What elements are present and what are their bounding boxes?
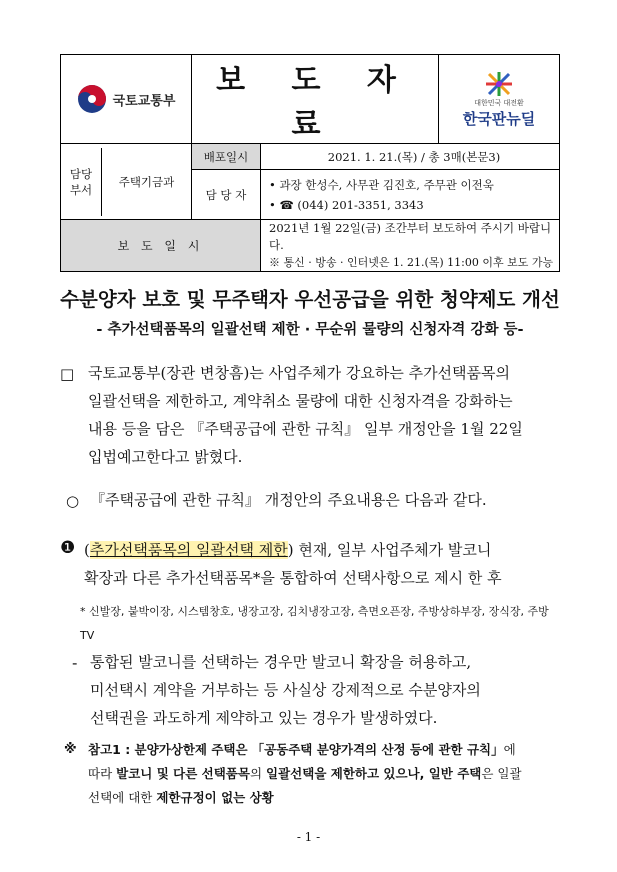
- contact-label: 담 당 자: [192, 170, 261, 220]
- page-number: - 1 -: [296, 830, 321, 844]
- item-number-1: ❶: [60, 538, 76, 558]
- dash-paragraph: [90, 648, 560, 732]
- ref-note-line-2: [88, 762, 560, 786]
- dist-date-value: 2021. 1. 21.(목) / 총 3매(본문3): [261, 144, 560, 170]
- dist-date-label: 배포일시: [192, 144, 261, 170]
- ref-note-line-3: [88, 786, 560, 810]
- item-1-paren: (: [84, 541, 90, 559]
- new-deal-tagline: 대한민국 대전환: [474, 98, 524, 107]
- new-deal-logo-cell: [439, 55, 560, 144]
- release-cell: [261, 220, 560, 272]
- headline-subtitle: - 추가선택품목의 일괄선택 제한 · 무순위 물량의 신청자격 강화 등-: [96, 322, 524, 338]
- ref-note: [88, 738, 560, 810]
- dash-line-3: 선택권을 과도하게 제약하고 있는 경우가 발생하였다.: [90, 709, 438, 727]
- press-release-header: [60, 54, 560, 272]
- dept-name: 주택기금과: [118, 174, 175, 189]
- item-1-paragraph: [84, 536, 560, 592]
- ref-note-l2c: 의: [249, 766, 263, 781]
- intro-paragraph: [88, 359, 560, 471]
- contact-cell: [261, 170, 560, 220]
- ref-note-l2d: 일괄선택을 제한하고 있으나, 일반 주택: [266, 766, 482, 781]
- release-label: 보 도 일 시: [61, 220, 261, 272]
- ref-note-tail: 에: [503, 742, 516, 757]
- ref-note-l3a: 선택에 대한: [88, 790, 153, 805]
- headline-title: 수분양자 보호 및 무주택자 우선공급을 위한 청약제도 개선: [60, 288, 560, 311]
- item-1-line-1-rest: ) 현재, 일부 사업주체가 발코니: [287, 541, 492, 559]
- ministry-name: 국토교통부: [112, 93, 176, 109]
- contact-line-1: • 과장 한성수, 사무관 김진호, 주무관 이전욱: [269, 177, 494, 192]
- item-1-line-2: 확장과 다른 추가선택품목*을 통합하여 선택사항으로 제시 한 후: [84, 569, 502, 587]
- ref-note-l3b: 제한규정이 없는 상황: [156, 790, 274, 805]
- ref-note-l2a: 따라: [88, 766, 113, 781]
- contact-line-2: • ☎ (044) 201-3351, 3343: [269, 197, 424, 212]
- intro-line-2: 일괄선택을 제한하고, 계약취소 물량에 대한 신청자격을 강화하는: [88, 392, 513, 410]
- footnote: * 신발장, 붙박이장, 시스템창호, 냉장고장, 김치냉장고장, 측면오픈장, 주방상하부장, 장식장, 주방TV: [80, 605, 549, 642]
- new-deal-name: 한국판뉴딜: [462, 109, 536, 128]
- release-line-1: 2021년 1월 22일(금) 조간부터 보도하여 주시기 바랍니다.: [269, 221, 552, 252]
- item-1-highlight: 추가선택품목의 일괄선택 제한: [89, 541, 288, 559]
- doc-type-title: 보 도 자 료: [192, 55, 439, 144]
- summary-bullet: ○: [66, 492, 80, 510]
- new-deal-star-icon: [482, 70, 516, 98]
- summary-text: 『주택공급에 관한 규칙』 개정안의 주요내용은 다음과 같다.: [90, 491, 487, 509]
- intro-line-3: 내용 등을 담은 『주택공급에 관한 규칙』 일부 개정안을 1월 22일: [88, 420, 523, 438]
- ref-note-mark: ※: [64, 742, 77, 757]
- dept-label: 담당 부서: [61, 148, 102, 216]
- intro-line-1: 국토교통부(장관 변창흠)는 사업주체가 강요하는 추가선택품목의: [88, 364, 511, 382]
- dept-label-cell: [61, 144, 192, 220]
- intro-line-4: 입법예고한다고 밝혔다.: [88, 448, 243, 466]
- dash-line-1: 통합된 발코니를 선택하는 경우만 발코니 확장을 허용하고,: [90, 653, 472, 671]
- ref-note-rule: 「공동주택 분양가격의 산정 등에 관한 규칙」: [251, 742, 504, 757]
- item-1-line-1: [84, 536, 560, 564]
- dash-bullet: -: [72, 654, 78, 672]
- release-line-2: ※ 통신 · 방송 · 인터넷은 1. 21.(목) 11:00 이후 보도 가능: [269, 256, 554, 269]
- ref-note-l2b: 발코니 및 다른 선택품목: [116, 766, 250, 781]
- ref-note-line-1: [88, 738, 560, 762]
- ministry-emblem-icon: [77, 84, 107, 114]
- dash-line-2: 미선택시 계약을 거부하는 등 사실상 강제적으로 수분양자의: [90, 681, 481, 699]
- ref-note-l2e: 은 일괄: [481, 766, 522, 781]
- intro-bullet: □: [60, 365, 75, 383]
- ministry-logo-cell: [61, 55, 192, 144]
- ref-note-label: 참고1 : 분양가상한제 주택은: [88, 742, 248, 757]
